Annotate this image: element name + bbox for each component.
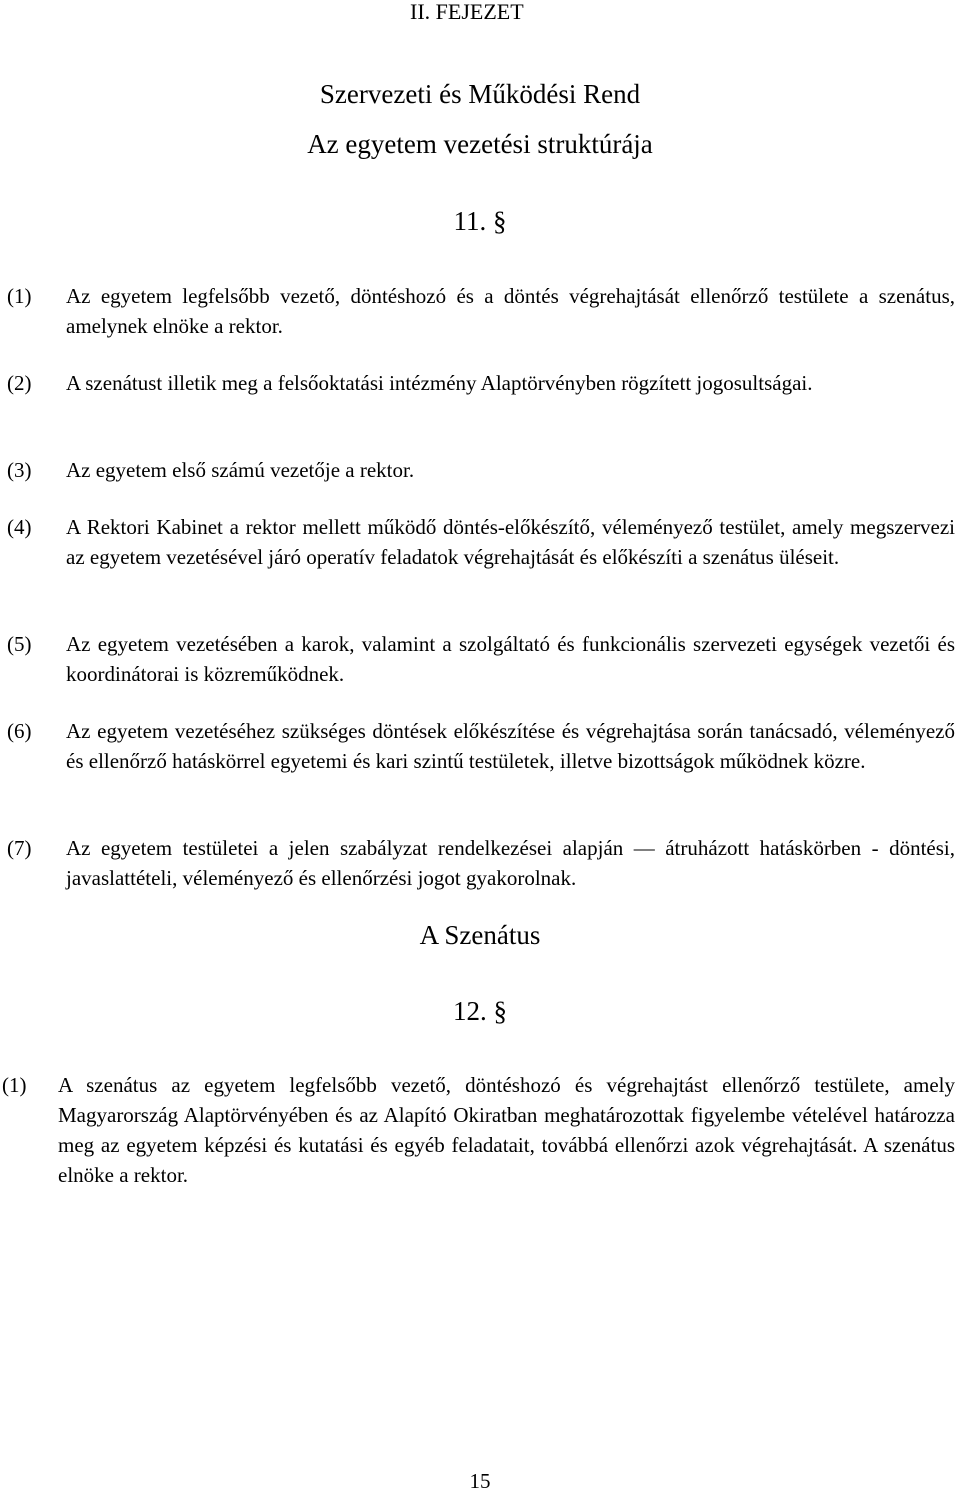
paragraph-text: Az egyetem vezetésében a karok, valamint a szolgáltató és funkcionális szervezeti egységek vezetői és koordinátorai is közreműködnek. [66, 632, 955, 686]
paragraph-number: (3) [7, 458, 32, 482]
paragraph-number: (6) [7, 719, 32, 743]
paragraph-number: (7) [7, 836, 32, 860]
paragraph-text: A szenátust illetik meg a felsőoktatási intézmény Alaptörvényben rögzített jogosultságai. [66, 371, 813, 395]
paragraph-number: (4) [7, 515, 32, 539]
paragraph-text: Az egyetem első számú vezetője a rektor. [66, 458, 415, 482]
senate-heading: A Szenátus [419, 920, 541, 950]
paragraph-text: A szenátus az egyetem legfelsőbb vezető, döntéshozó és végrehajtást ellenőrző testülete, amely Magyarország Alaptörvényében és az Alapító Okiratban meghatározottak figyelembe vételével határozza meg az egyetem képzési és kutatási és egyéb feladatait, továbbá ellenőrzi azok végrehajtását. A szenátus elnöke a rektor. [58, 1073, 955, 1187]
paragraph-number: (1) [7, 284, 32, 308]
paragraph-text: A Rektori Kabinet a rektor mellett működő döntés-előkészítő, véleményező testület, amely megszervezi az egyetem vezetésével járó operatív feladatok végrehajtását és előkészíti a szenátus üléseit. [66, 515, 955, 569]
document-title: Szervezeti és Működési Rend [319, 79, 641, 109]
section-11-mark: 11. § [453, 206, 507, 236]
chapter-title: II. FEJEZET [410, 0, 524, 24]
paragraph-text: Az egyetem testületei a jelen szabályzat rendelkezései alapján — átruházott hatáskörben - döntési, javaslattételi, véleményező és ellenőrzési jogot gyakorolnak. [66, 836, 955, 890]
page-number: 15 [469, 1469, 491, 1493]
paragraph-number: (1) [2, 1073, 27, 1097]
paragraph-text: Az egyetem vezetéséhez szükséges döntések előkészítése és végrehajtása során tanácsadó, véleményező és ellenőrző hatáskörrel egyetemi és kari szintű testületek, illetve bizottságok működnek közre. [66, 719, 955, 773]
paragraph-number: (5) [7, 632, 32, 656]
paragraph-text: Az egyetem legfelsőbb vezető, döntéshozó és a döntés végrehajtását ellenőrző testülete a szenátus, amelynek elnöke a rektor. [66, 284, 955, 338]
document-subtitle: Az egyetem vezetési struktúrája [307, 129, 653, 159]
paragraph-number: (2) [7, 371, 32, 395]
section-12-mark: 12. § [453, 996, 507, 1026]
